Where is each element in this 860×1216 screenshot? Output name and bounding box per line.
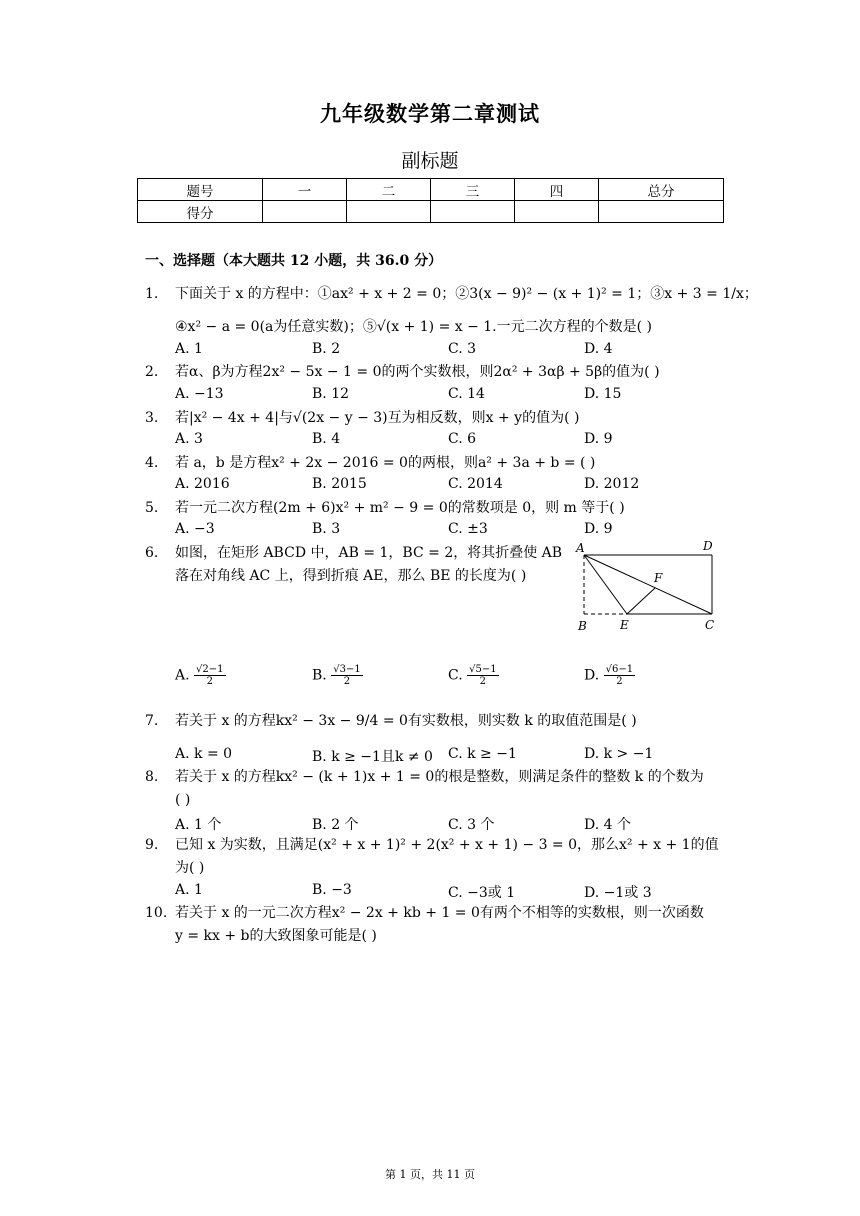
score-header-cell: 四 [515,179,599,201]
option-fraction [331,664,362,687]
section-heading: 一、选择题（本大题共 12 小题，共 36.0 分） [145,253,443,269]
score-header-cell: 三 [431,179,515,201]
option-letter: A. [175,667,190,684]
question-text-line1: 若α、β为方程2x² − 5x − 1 = 0的两个实数根，则2α² + 3αβ + 5β的值为( ) [175,364,660,380]
label-e: E [620,618,629,632]
option-letter: C. [448,667,463,684]
option-d[interactable]: D. 4 [584,341,613,357]
label-a: A [576,541,585,555]
fraction-denominator: 2 [343,676,351,687]
option-c[interactable]: C. 2014 [448,476,503,492]
score-cell[interactable] [431,201,515,223]
question-number: 3. [145,410,159,426]
label-f: F [654,571,663,585]
option-letter: B. [312,667,327,684]
option-a[interactable]: A. k = 0 [175,746,233,762]
question-text-line2: 为( ) [175,860,205,876]
option-b[interactable]: B. 4 [312,431,341,447]
fraction-numerator: √3−1 [333,664,361,675]
label-d: D [703,539,713,553]
question-text-line1: 已知 x 为实数，且满足(x² + x + 1)² + 2(x² + x + 1) − 3 = 0，那么x² + x + 1的值 [175,837,719,853]
option-c[interactable]: C. ±3 [448,521,488,537]
option-b[interactable]: B. 2015 [312,476,367,492]
fraction-numerator: √5−1 [469,664,497,675]
score-table-score-row [138,201,724,223]
option-b[interactable]: B. 2 个 [312,817,359,833]
option-a[interactable]: A. 1 [175,341,203,357]
option-c[interactable]: C. 3 个 [448,817,495,833]
option-b[interactable]: B. 3 [312,521,341,537]
score-header-cell: 总分 [599,179,724,201]
score-row-label: 得分 [138,201,263,223]
question-text-line2: ④x² − a = 0(a为任意实数)；⑤√(x + 1) = x − 1.一元二次方程的个数是( ) [175,319,653,335]
question-text-line1: 若关于 x 的一元二次方程x² − 2x + kb + 1 = 0有两个不相等的实数根，则一次函数 [175,905,704,921]
score-cell[interactable] [599,201,724,223]
option-d[interactable]: D. k > −1 [584,746,654,762]
score-cell[interactable] [263,201,347,223]
score-table [137,178,724,223]
option-c[interactable]: C. 6 [448,431,477,447]
option-b[interactable]: B. 12 [312,386,350,402]
question-number: 4. [145,455,159,471]
question-text-line1: 下面关于 x 的方程中：①ax² + x + 2 = 0；②3(x − 9)² − (x + 1)² = 1；③x + 3 = 1/x； [175,286,758,302]
score-cell[interactable] [515,201,599,223]
fraction-numerator: √2−1 [196,664,224,675]
option-a[interactable]: A. −3 [175,521,215,537]
score-table-header-row [138,179,724,201]
option-a[interactable]: A. 1 个 [175,817,222,833]
fraction-denominator: 2 [479,676,487,687]
rectangle-fold-figure [572,538,722,634]
option-a[interactable] [175,664,226,687]
question-number: 5. [145,500,159,516]
option-d[interactable]: D. 9 [584,521,613,537]
question-text-line1: 如图，在矩形 ABCD 中，AB = 1，BC = 2，将其折叠使 AB [175,545,563,561]
question-text-line1: 若|x² − 4x + 4|与√(2x − y − 3)互为相反数，则x + y的值为( ) [175,410,580,426]
fraction-denominator: 2 [616,676,623,687]
option-fraction [194,664,225,687]
score-cell[interactable] [347,201,431,223]
question-number: 8. [145,769,159,785]
option-a[interactable]: A. −13 [175,386,224,402]
page-title: 九年级数学第二章测试 [320,101,540,126]
option-c[interactable]: C. 3 [448,341,477,357]
option-a[interactable]: A. 3 [175,431,203,447]
question-text-line1: 若关于 x 的方程kx² − 3x − 9/4 = 0有实数根，则实数 k 的取值范围是( ) [175,713,637,729]
option-d[interactable]: D. 15 [584,386,622,402]
question-text-line1: 若关于 x 的方程kx² − (k + 1)x + 1 = 0的根是整数，则满足条件的整数 k 的个数为 [175,769,704,785]
question-number: 9. [145,837,159,853]
option-d[interactable]: D. 9 [584,431,613,447]
question-text-line2: ( ) [175,792,191,808]
fraction-numerator: √6−1 [605,664,634,675]
option-c[interactable]: C. −3或 1 [448,885,516,901]
option-c[interactable]: C. k ≥ −1 [448,746,517,762]
option-c[interactable] [448,664,499,687]
option-a[interactable]: A. 2016 [175,476,230,492]
question-number: 2. [145,364,159,380]
option-d[interactable]: D. 4 个 [584,817,631,833]
option-fraction [467,664,498,687]
option-letter: D. [584,667,600,684]
question-number: 1. [145,286,159,302]
option-fraction [604,664,635,687]
score-header-cell: 二 [347,179,431,201]
option-b[interactable]: B. 2 [312,341,341,357]
page-footer: 第 1 页，共 11 页 [385,1168,475,1181]
question-text-line2: 落在对角线 AC 上，得到折痕 AE，那么 BE 的长度为( ) [175,568,527,584]
question-number: 10. [145,905,168,921]
option-b[interactable]: B. k ≥ −1且k ≠ 0 [312,749,433,765]
option-d[interactable]: D. 2012 [584,476,640,492]
question-text-line1: 若 a，b 是方程x² + 2x − 2016 = 0的两根，则a² + 3a + b = ( ) [175,455,596,471]
label-c: C [705,618,715,632]
question-text-line2: y = kx + b的大致图象可能是( ) [175,928,377,944]
score-header-cell: 一 [263,179,347,201]
option-d[interactable]: D. −1或 3 [584,885,652,901]
option-d[interactable] [584,664,635,687]
score-header-cell: 题号 [138,179,263,201]
fraction-denominator: 2 [206,676,213,687]
label-b: B [578,619,587,633]
page-subtitle: 副标题 [401,150,459,172]
question-text-line1: 若一元二次方程(2m + 6)x² + m² − 9 = 0的常数项是 0，则 m 等于( ) [175,500,625,516]
option-b[interactable]: B. −3 [312,882,352,898]
question-number: 6. [145,545,159,561]
option-b[interactable] [312,664,363,687]
option-a[interactable]: A. 1 [175,882,203,898]
question-number: 7. [145,713,159,729]
option-c[interactable]: C. 14 [448,386,485,402]
